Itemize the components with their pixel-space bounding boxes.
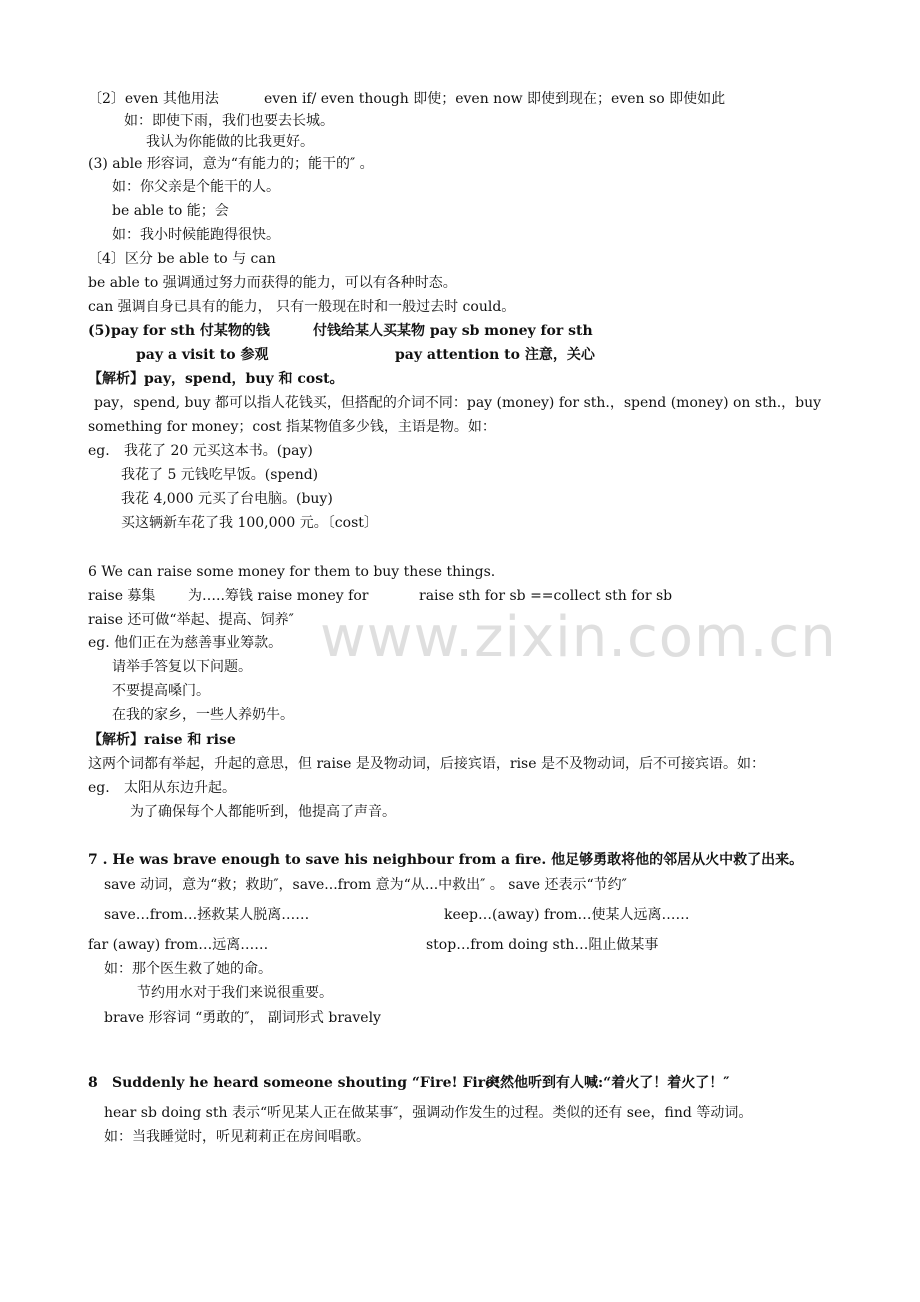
eg-label: eg. (88, 443, 110, 459)
stop-from-phrase: stop…from doing sth…阻止做某事 (426, 937, 659, 953)
line-eg-cows: 在我的家乡，一些人养奶牛。 (112, 707, 294, 723)
line-analysis-pay-text1: pay，spend, buy 都可以指人花钱买，但搭配的介词不同：pay (money) for sth.，spend (money) on sth.，buy (94, 395, 822, 411)
line-example-run: 如：我小时候能跑得很快。 (112, 227, 280, 243)
line-example-rain: 如：即使下雨，我们也要去长城。 (124, 113, 334, 129)
raise-money-for: 为…..筹钱 raise money for (188, 588, 369, 604)
raise-collect: raise 募集 (88, 588, 156, 604)
line-eg-cost: 买这辆新车花了我 100,000 元。〔cost〕 (121, 515, 378, 531)
even-usage-heading: 〔2〕even 其他用法 (88, 91, 219, 107)
sentence-8-english: Suddenly he heard someone shouting “Fire! Fire! ″ (112, 1075, 512, 1091)
even-usage-detail: even if/ even though 即使；even now 即使到现在；even so 即使如此 (264, 91, 726, 107)
watermark: www.zixin.com.cn (320, 605, 837, 670)
eg-label: eg. (88, 780, 110, 796)
pay-attention-phrase: pay attention to 注意，关心 (395, 347, 595, 363)
line-analysis-raise-text: 这两个词都有举起，升起的意思，但 raise 是及物动词，后接宾语，rise 是不及物动词，后不可接宾语。如： (88, 756, 765, 772)
line-analysis-raise: 【解析】raise 和 rise (88, 732, 236, 748)
line-eg-charity: eg. 他们正在为慈善事业筹款。 (88, 635, 283, 651)
line-eg-doctor: 如：那个医生救了她的命。 (104, 961, 272, 977)
line-hear-doing: hear sb doing sth 表示“听见某人正在做某事″，强调动作发生的过程。类似的还有 see，find 等动词。 (104, 1105, 753, 1121)
line-example-better: 我认为你能做的比我更好。 (146, 134, 314, 150)
line-sentence-7: 7 . He was brave enough to save his neighbour from a fire. 他足够勇敢将他的邻居从火中救了出来。 (88, 852, 804, 868)
line-eg-raised-voice: 为了确保每个人都能听到，他提高了声音。 (130, 804, 396, 820)
line-eg-buy: 我花 4,000 元买了台电脑。(buy) (121, 491, 333, 507)
pay-sb-money-phrase: 付钱给某人买某物 pay sb money for sth (313, 323, 593, 339)
raise-sth-for-sb: raise sth for sb ==collect sth for sb (419, 588, 673, 604)
line-distinguish-heading: 〔4〕区分 be able to 与 can (88, 251, 276, 267)
line-be-able-to-explain: be able to 强调通过努力而获得的能力，可以有各种时态。 (88, 275, 457, 291)
sentence-8-number: 8 (88, 1075, 98, 1091)
line-eg-lily: 如：当我睡觉时，听见莉莉正在房间唱歌。 (104, 1129, 370, 1145)
line-analysis-pay: 【解析】pay，spend，buy 和 cost。 (88, 371, 344, 387)
line-raise-other: raise 还可做“举起、提高、饲养″ (88, 612, 294, 628)
line-able-heading: (3) able 形容词，意为“有能力的；能干的″ 。 (88, 156, 374, 172)
line-save-meaning: save 动词，意为“救；救助″，save...from 意为“从...中救出″ 。 save 还表示“节约″ (104, 877, 627, 893)
eg-sun-text: 太阳从东边升起。 (124, 780, 236, 796)
line-analysis-pay-text2: something for money；cost 指某物值多少钱，主语是物。如： (88, 419, 496, 435)
line-eg-spend: 我花了 5 元钱吃早饭。(spend) (121, 467, 319, 483)
line-sentence-6: 6 We can raise some money for them to buy these things. (88, 564, 496, 580)
pay-visit-phrase: pay a visit to 参观 (136, 347, 269, 363)
line-example-father: 如：你父亲是个能干的人。 (112, 179, 280, 195)
line-eg-water: 节约用水对于我们来说很重要。 (137, 985, 333, 1001)
line-eg-hands: 请举手答复以下问题。 (112, 659, 252, 675)
line-brave: brave 形容词 “勇敢的″， 副词形式 bravely (104, 1010, 381, 1026)
save-from-phrase: save…from…拯救某人脱离…… (104, 907, 310, 923)
line-eg-voice: 不要提高嗓门。 (112, 683, 210, 699)
line-can-explain: can 强调自身已具有的能力， 只有一般现在时和一般过去时 could。 (88, 299, 516, 315)
sentence-8-chinese: 突然他听到有人喊:“着火了！着火了！″ (486, 1075, 730, 1091)
eg-pay-text: 我花了 20 元买这本书。(pay) (124, 443, 313, 459)
keep-away-phrase: keep…(away) from…使某人远离…… (444, 907, 690, 923)
line-be-able-to: be able to 能；会 (112, 203, 229, 219)
pay-for-phrase: (5)pay for sth 付某物的钱 (88, 323, 270, 339)
far-away-phrase: far (away) from…远离…… (88, 937, 269, 953)
